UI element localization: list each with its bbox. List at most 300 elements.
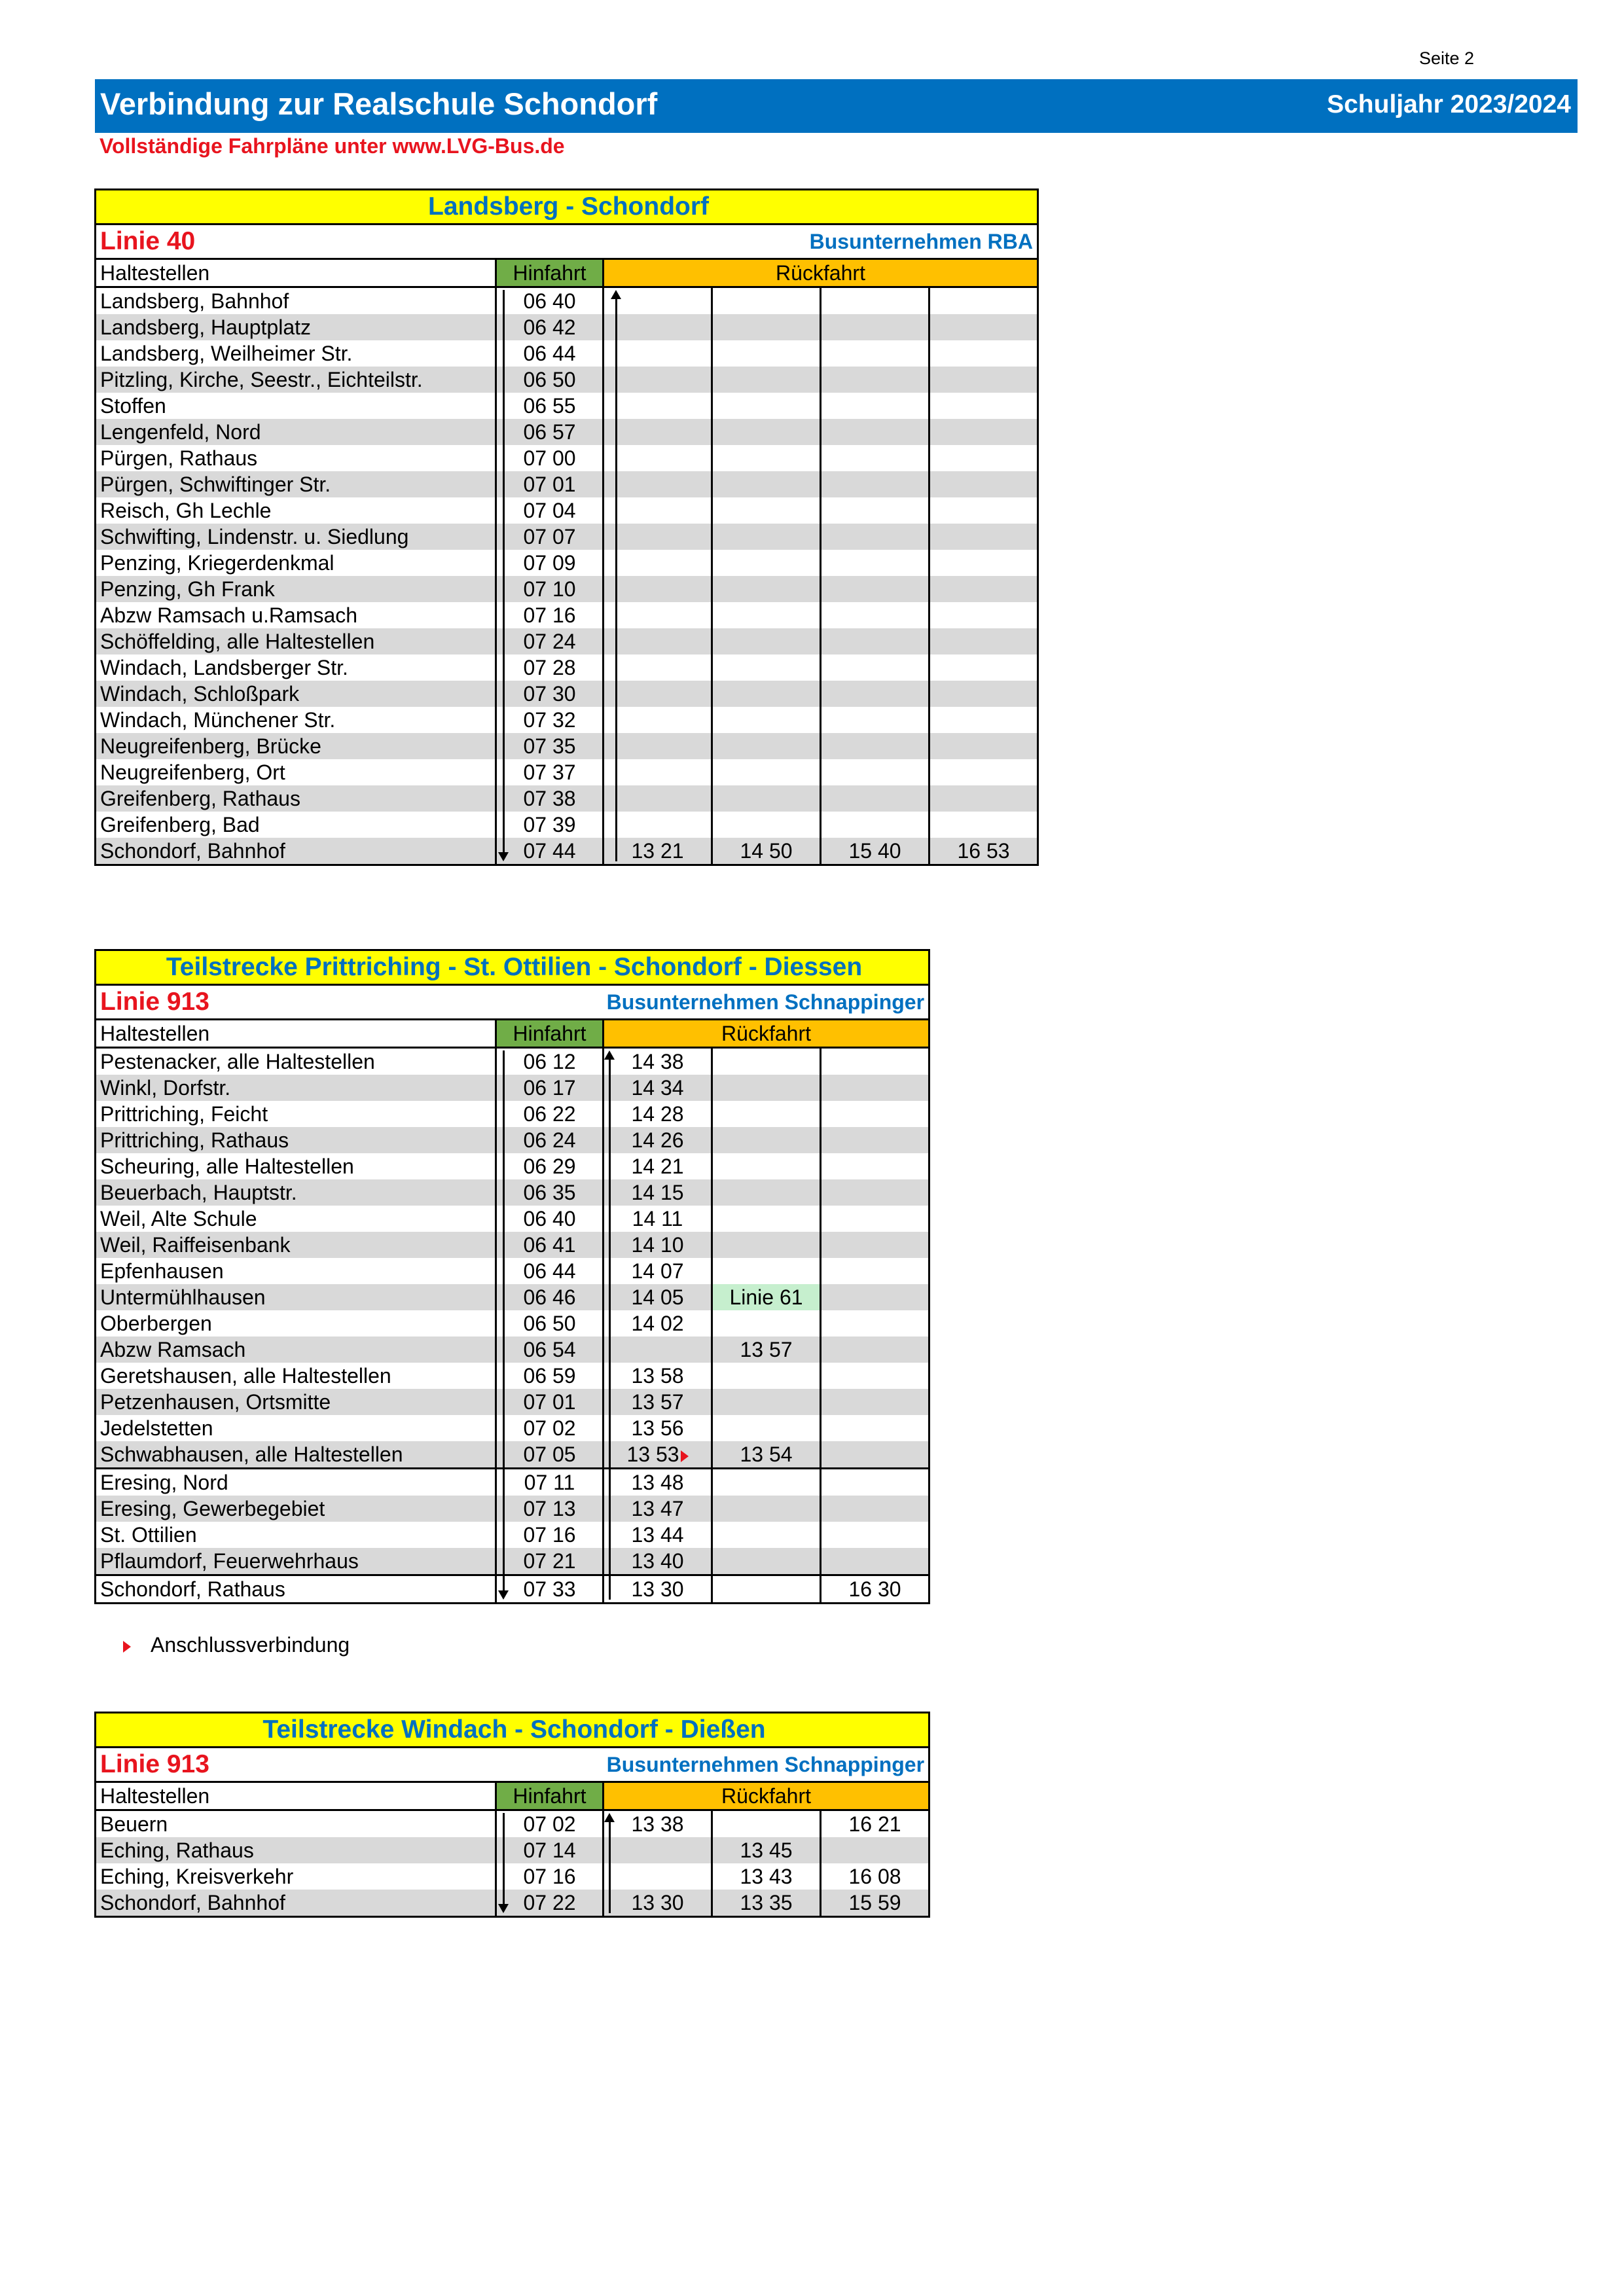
return-time — [821, 393, 929, 419]
return-time — [712, 1179, 821, 1206]
table-row — [96, 1336, 929, 1363]
stop-name: Schwabhausen, alle Haltestellen — [96, 1441, 496, 1469]
direction-line — [609, 1821, 611, 1913]
table-row — [96, 1310, 929, 1336]
outbound-time — [496, 524, 604, 550]
stop-name: Schondorf, Bahnhof — [96, 1890, 496, 1917]
return-time — [821, 655, 929, 681]
return-time — [821, 707, 929, 733]
return-time — [604, 602, 712, 628]
table-row — [96, 759, 1038, 785]
line-header — [96, 985, 929, 1020]
time-value: 07 35 — [523, 734, 576, 758]
return-time — [821, 550, 929, 576]
timetable-linie-40 — [94, 188, 1039, 866]
return-time — [929, 550, 1038, 576]
time-value: 07 02 — [523, 1812, 576, 1836]
return-time — [604, 1389, 712, 1415]
time-value: 14 15 — [631, 1181, 684, 1204]
return-time — [821, 759, 929, 785]
return-time — [929, 340, 1038, 367]
return-time — [604, 838, 712, 865]
time-value: 13 38 — [631, 1812, 684, 1836]
stop-name: Neugreifenberg, Ort — [96, 759, 496, 785]
time-value: 07 07 — [523, 525, 576, 548]
outbound-column-header: Hinfahrt — [496, 1782, 604, 1810]
time-value: 06 50 — [523, 368, 576, 391]
time-value: 06 57 — [523, 420, 576, 444]
stop-name: Windach, Landsberger Str. — [96, 655, 496, 681]
return-time — [712, 1522, 821, 1548]
stop-name: Pürgen, Schwiftinger Str. — [96, 471, 496, 497]
time-value: 07 13 — [523, 1497, 576, 1520]
return-time — [821, 785, 929, 812]
time-value: 06 46 — [523, 1285, 576, 1309]
time-value: 13 58 — [631, 1364, 684, 1388]
stop-name: Geretshausen, alle Haltestellen — [96, 1363, 496, 1389]
return-time — [712, 524, 821, 550]
time-value: 16 53 — [957, 839, 1010, 863]
return-time — [821, 497, 929, 524]
arrow-down-icon — [498, 1904, 509, 1913]
return-time — [821, 1469, 929, 1496]
table-title: Landsberg - Schondorf — [96, 190, 1038, 224]
return-time — [712, 1075, 821, 1101]
time-value: 07 05 — [523, 1443, 576, 1466]
outbound-time — [496, 785, 604, 812]
return-time — [821, 1837, 929, 1863]
stop-name: Scheuring, alle Haltestellen — [96, 1153, 496, 1179]
time-value: 13 53 — [626, 1443, 679, 1466]
stop-name: St. Ottilien — [96, 1522, 496, 1548]
return-time — [604, 655, 712, 681]
stop-name: Schondorf, Bahnhof — [96, 838, 496, 865]
time-value: 07 09 — [523, 551, 576, 575]
return-time — [712, 733, 821, 759]
return-time — [821, 733, 929, 759]
stops-column-header: Haltestellen — [96, 259, 496, 287]
stop-name: Neugreifenberg, Brücke — [96, 733, 496, 759]
time-value: 13 30 — [631, 1891, 684, 1914]
stop-name: Landsberg, Weilheimer Str. — [96, 340, 496, 367]
table-row — [96, 471, 1038, 497]
time-value: 13 57 — [631, 1390, 684, 1414]
time-value: 07 16 — [523, 1865, 576, 1888]
outbound-time — [496, 838, 604, 865]
table-row — [96, 340, 1038, 367]
bus-company: Busunternehmen Schnappinger — [606, 1752, 925, 1776]
stop-name: Untermühlhausen — [96, 1284, 496, 1310]
return-time — [712, 1863, 821, 1890]
return-time — [929, 576, 1038, 602]
return-time — [604, 1153, 712, 1179]
return-time — [821, 524, 929, 550]
outbound-time — [496, 759, 604, 785]
table-row — [96, 1863, 929, 1890]
return-time — [929, 655, 1038, 681]
return-time — [712, 471, 821, 497]
return-time — [604, 1415, 712, 1441]
time-value: 07 37 — [523, 761, 576, 784]
time-value: 07 38 — [523, 787, 576, 810]
return-time — [821, 287, 929, 315]
return-time — [604, 733, 712, 759]
return-time — [604, 445, 712, 471]
return-time — [604, 681, 712, 707]
return-column-header: Rückfahrt — [604, 1020, 929, 1048]
return-time — [712, 1389, 821, 1415]
outbound-time — [496, 1310, 604, 1336]
time-value: 14 11 — [632, 1207, 683, 1230]
outbound-time — [496, 707, 604, 733]
time-value: 07 01 — [523, 473, 576, 496]
return-time — [604, 1810, 712, 1838]
direction-line — [609, 1058, 611, 1600]
return-time — [821, 1496, 929, 1522]
return-time — [929, 419, 1038, 445]
time-value: 06 44 — [523, 1259, 576, 1283]
return-time — [712, 785, 821, 812]
time-value: 13 48 — [631, 1471, 684, 1494]
return-time — [712, 1837, 821, 1863]
time-value: 14 07 — [631, 1259, 684, 1283]
timetable-link-note: Vollständige Fahrpläne unter www.LVG-Bus.de — [99, 134, 565, 158]
outbound-time — [496, 1232, 604, 1258]
table-row — [96, 1441, 929, 1469]
outbound-time — [496, 1075, 604, 1101]
table-row — [96, 1101, 929, 1127]
time-value: 07 24 — [523, 630, 576, 653]
legend — [122, 1633, 350, 1657]
return-time — [821, 576, 929, 602]
table-row — [96, 314, 1038, 340]
outbound-time — [496, 1496, 604, 1522]
return-time — [712, 602, 821, 628]
time-value: 07 32 — [523, 708, 576, 732]
return-time — [929, 759, 1038, 785]
return-time — [712, 1232, 821, 1258]
stop-name: Lengenfeld, Nord — [96, 419, 496, 445]
line-number: Linie 913 — [100, 987, 209, 1016]
outbound-time — [496, 1336, 604, 1363]
outbound-column-header: Hinfahrt — [496, 1020, 604, 1048]
return-time — [604, 1048, 712, 1075]
outbound-time — [496, 1179, 604, 1206]
return-time — [712, 1469, 821, 1496]
return-time — [821, 1415, 929, 1441]
header-bar — [95, 79, 1578, 133]
return-time — [712, 1048, 821, 1075]
outbound-time — [496, 340, 604, 367]
time-value: 13 56 — [631, 1416, 684, 1440]
return-time — [712, 550, 821, 576]
return-time — [604, 1363, 712, 1389]
return-time — [821, 838, 929, 865]
table-row — [96, 445, 1038, 471]
table-row — [96, 576, 1038, 602]
time-value: 16 21 — [848, 1812, 901, 1836]
return-time — [712, 1441, 821, 1469]
return-time — [604, 1890, 712, 1917]
table-row — [96, 733, 1038, 759]
return-time — [929, 838, 1038, 865]
return-time — [821, 367, 929, 393]
return-time — [821, 1548, 929, 1575]
table-row — [96, 497, 1038, 524]
outbound-time — [496, 655, 604, 681]
time-value: 06 40 — [523, 1207, 576, 1230]
time-value: 07 00 — [523, 446, 576, 470]
line-header — [96, 1748, 929, 1782]
table-row — [96, 655, 1038, 681]
outbound-time — [496, 419, 604, 445]
return-time — [712, 393, 821, 419]
return-time — [712, 1310, 821, 1336]
stop-name: Stoffen — [96, 393, 496, 419]
stop-name: Landsberg, Bahnhof — [96, 287, 496, 315]
outbound-time — [496, 445, 604, 471]
time-value: 14 05 — [631, 1285, 684, 1309]
return-time — [604, 628, 712, 655]
table-row — [96, 785, 1038, 812]
outbound-time — [496, 1127, 604, 1153]
outbound-time — [496, 314, 604, 340]
line-number: Linie 913 — [100, 1749, 209, 1778]
return-time — [821, 1363, 929, 1389]
return-time — [821, 314, 929, 340]
table-row — [96, 1206, 929, 1232]
return-time — [929, 602, 1038, 628]
time-value: 06 29 — [523, 1155, 576, 1178]
return-time — [712, 1206, 821, 1232]
outbound-time — [496, 497, 604, 524]
time-value: 13 21 — [631, 839, 684, 863]
stop-name: Pitzling, Kirche, Seestr., Eichteilstr. — [96, 367, 496, 393]
outbound-time — [496, 393, 604, 419]
time-value: 14 28 — [631, 1102, 684, 1126]
table-row — [96, 602, 1038, 628]
time-value: 06 54 — [523, 1338, 576, 1361]
return-time — [604, 419, 712, 445]
return-time — [712, 1810, 821, 1838]
table-row — [96, 1496, 929, 1522]
time-value: 15 40 — [848, 839, 901, 863]
stop-name: Reisch, Gh Lechle — [96, 497, 496, 524]
return-time — [604, 1469, 712, 1496]
time-value: 06 35 — [523, 1181, 576, 1204]
return-time — [821, 1048, 929, 1075]
outbound-time — [496, 733, 604, 759]
table-row — [96, 1127, 929, 1153]
direction-line — [503, 290, 505, 853]
line-number: Linie 40 — [100, 226, 196, 255]
time-value: 06 24 — [523, 1128, 576, 1152]
outbound-time — [496, 287, 604, 315]
return-time — [929, 287, 1038, 315]
legend-connection-label: Anschlussverbindung — [151, 1633, 350, 1657]
outbound-time — [496, 628, 604, 655]
stop-name: Schondorf, Rathaus — [96, 1575, 496, 1604]
page-title: Verbindung zur Realschule Schondorf — [100, 86, 658, 121]
return-time — [821, 1890, 929, 1917]
return-column-header: Rückfahrt — [604, 1782, 929, 1810]
return-time — [929, 628, 1038, 655]
return-time — [604, 1258, 712, 1284]
outbound-time — [496, 1469, 604, 1496]
table-row — [96, 707, 1038, 733]
stops-column-header: Haltestellen — [96, 1020, 496, 1048]
return-time — [821, 812, 929, 838]
stop-name: Beuerbach, Hauptstr. — [96, 1179, 496, 1206]
return-time — [604, 1310, 712, 1336]
table-row — [96, 419, 1038, 445]
outbound-time — [496, 550, 604, 576]
return-time — [604, 1548, 712, 1575]
time-value: 13 30 — [631, 1577, 684, 1601]
return-time — [821, 1101, 929, 1127]
return-time — [929, 524, 1038, 550]
outbound-time — [496, 1837, 604, 1863]
time-value: 07 16 — [523, 603, 576, 627]
return-time — [712, 1336, 821, 1363]
stop-name: Winkl, Dorfstr. — [96, 1075, 496, 1101]
stop-name: Abzw Ramsach — [96, 1336, 496, 1363]
outbound-time — [496, 602, 604, 628]
table-row — [96, 1048, 929, 1075]
outbound-time — [496, 1363, 604, 1389]
return-time — [712, 1363, 821, 1389]
table-row — [96, 1284, 929, 1310]
time-value: 14 02 — [631, 1312, 684, 1335]
table-row — [96, 1415, 929, 1441]
return-time — [712, 628, 821, 655]
table-row — [96, 1810, 929, 1838]
return-time — [821, 1127, 929, 1153]
table-title: Teilstrecke Windach - Schondorf - Dießen — [96, 1713, 929, 1748]
direction-line — [503, 1050, 505, 1592]
return-time — [604, 550, 712, 576]
table-row — [96, 287, 1038, 315]
return-time — [604, 497, 712, 524]
time-value: 07 33 — [523, 1577, 576, 1601]
stop-name: Schöffelding, alle Haltestellen — [96, 628, 496, 655]
stop-name: Eching, Rathaus — [96, 1837, 496, 1863]
return-time — [604, 1179, 712, 1206]
school-year: Schuljahr 2023/2024 — [1327, 90, 1571, 118]
table-row — [96, 393, 1038, 419]
return-time — [604, 785, 712, 812]
table-row — [96, 1890, 929, 1917]
outbound-time — [496, 1153, 604, 1179]
return-time — [604, 707, 712, 733]
time-value: 14 50 — [740, 839, 793, 863]
return-time — [712, 707, 821, 733]
table-row — [96, 1469, 929, 1496]
outbound-time — [496, 1415, 604, 1441]
time-value: 06 55 — [523, 394, 576, 418]
return-time — [712, 497, 821, 524]
return-time — [604, 367, 712, 393]
return-time — [712, 367, 821, 393]
outbound-time — [496, 1810, 604, 1838]
table-row — [96, 550, 1038, 576]
return-time — [821, 340, 929, 367]
time-value: 13 44 — [631, 1523, 684, 1547]
time-value: 06 12 — [523, 1050, 576, 1073]
outbound-column-header: Hinfahrt — [496, 259, 604, 287]
return-time — [712, 812, 821, 838]
stop-name: Landsberg, Hauptplatz — [96, 314, 496, 340]
outbound-time — [496, 1206, 604, 1232]
timetable-linie-913-windach — [94, 1712, 930, 1918]
outbound-time — [496, 1522, 604, 1548]
time-value: 07 28 — [523, 656, 576, 679]
table-row — [96, 1232, 929, 1258]
return-time — [821, 1075, 929, 1101]
return-time — [929, 497, 1038, 524]
return-time — [604, 1075, 712, 1101]
outbound-time — [496, 1575, 604, 1604]
time-value: 07 21 — [523, 1549, 576, 1573]
return-time — [712, 340, 821, 367]
return-time — [821, 1336, 929, 1363]
return-time — [604, 576, 712, 602]
return-time — [929, 314, 1038, 340]
connection-marker-icon — [681, 1450, 689, 1462]
time-value: 13 43 — [740, 1865, 793, 1888]
return-time — [604, 1496, 712, 1522]
return-time — [712, 314, 821, 340]
return-time — [604, 1837, 712, 1863]
return-time — [712, 1575, 821, 1604]
stop-name: Oberbergen — [96, 1310, 496, 1336]
time-value: 06 44 — [523, 342, 576, 365]
outbound-time — [496, 1101, 604, 1127]
return-time — [821, 681, 929, 707]
return-time — [712, 419, 821, 445]
time-value: 07 39 — [523, 813, 576, 836]
return-time — [821, 1206, 929, 1232]
connection-marker-icon — [123, 1641, 131, 1653]
time-value: 07 02 — [523, 1416, 576, 1440]
time-value: 06 40 — [523, 289, 576, 313]
time-value: 07 44 — [523, 839, 576, 863]
return-time — [604, 393, 712, 419]
return-time — [712, 1101, 821, 1127]
outbound-time — [496, 576, 604, 602]
return-time — [821, 419, 929, 445]
time-value: 06 17 — [523, 1076, 576, 1100]
return-time — [604, 812, 712, 838]
table-row — [96, 524, 1038, 550]
time-value: 06 41 — [523, 1233, 576, 1257]
time-value: 14 38 — [631, 1050, 684, 1073]
return-time — [821, 1810, 929, 1838]
return-time — [821, 1258, 929, 1284]
stop-name: Eresing, Nord — [96, 1469, 496, 1496]
time-value: 07 04 — [523, 499, 576, 522]
time-value: Linie 61 — [729, 1285, 803, 1309]
time-value: 06 42 — [523, 315, 576, 339]
stop-name: Prittriching, Feicht — [96, 1101, 496, 1127]
return-time — [604, 524, 712, 550]
table-row — [96, 812, 1038, 838]
stop-name: Windach, Schloßpark — [96, 681, 496, 707]
time-value: 06 22 — [523, 1102, 576, 1126]
time-value: 15 59 — [848, 1891, 901, 1914]
stop-name: Petzenhausen, Ortsmitte — [96, 1389, 496, 1415]
time-value: 13 57 — [740, 1338, 793, 1361]
